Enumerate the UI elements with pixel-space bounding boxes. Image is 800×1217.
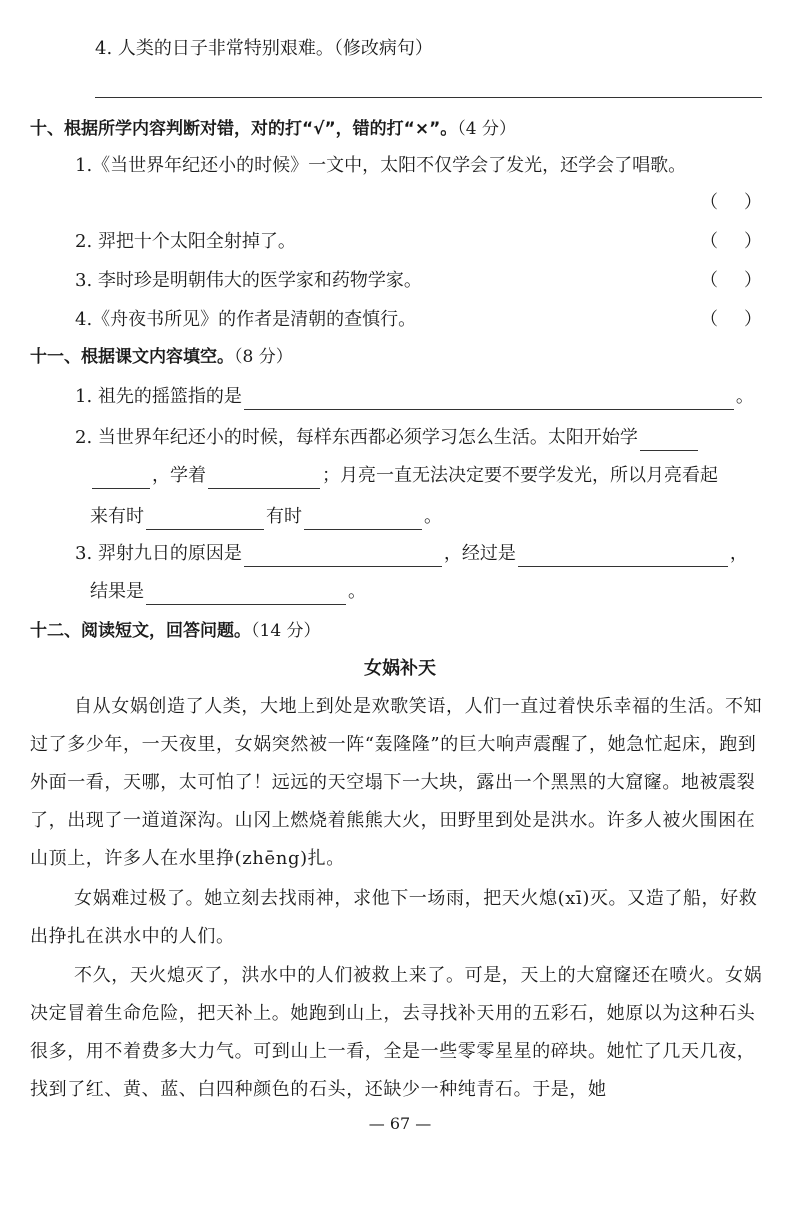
judge-item-2: 2. 羿把十个太阳全射掉了。 bbox=[75, 231, 296, 252]
judge-item-4: 4.《舟夜书所见》的作者是清朝的查慎行。 bbox=[75, 309, 417, 330]
fill-q1-text: 1. 祖先的摇篮指的是 bbox=[75, 386, 242, 407]
fill-q3-text-b: ，经过是 bbox=[443, 543, 516, 564]
paren-close: ） bbox=[744, 270, 762, 291]
judge-answer-4[interactable] bbox=[700, 307, 762, 333]
fill-q2-line2 bbox=[90, 463, 718, 489]
fill-q3-line2 bbox=[90, 579, 366, 605]
fill-blank[interactable] bbox=[640, 430, 698, 451]
fill-blank[interactable] bbox=[518, 546, 728, 567]
paren-close: ） bbox=[744, 231, 762, 252]
story-paragraph-2: 女娲难过极了。她立刻去找雨神，求他下一场雨，把天火熄(xī)灭。又造了船，好救出挣扎在洪水中的人们。 bbox=[30, 888, 758, 947]
section-12-title: 十二、阅读短文，回答问题。 bbox=[30, 621, 251, 641]
paren-close: ） bbox=[744, 309, 762, 330]
fill-blank[interactable] bbox=[92, 468, 150, 489]
fill-q1 bbox=[75, 384, 754, 410]
judge-answer-2[interactable] bbox=[700, 229, 762, 255]
story-paragraph-3: 不久，天火熄灭了，洪水中的人们被救上来了。可是，天上的大窟窿还在喷火。女娲决定冒着生命危险，把天补上。她跑到山上，去寻找补天用的五彩石，她原以为这种石头很多，用不着费多大力气。可到山上一看，全是一些零零星星的碎块。她忙了几天几夜，找到了红、黄、蓝、白四种颜色的石头，还缺少一种纯青石。于是，她 bbox=[30, 965, 763, 1100]
section-12-points: （14 分） bbox=[251, 621, 321, 641]
fill-q2-text-b: ，学着 bbox=[152, 465, 206, 486]
section-11-points: （8 分） bbox=[234, 347, 293, 367]
judge-answer-3[interactable] bbox=[700, 268, 762, 294]
section-12-heading bbox=[30, 618, 321, 644]
fill-blank[interactable] bbox=[208, 468, 320, 489]
fill-q3-text: 3. 羿射九日的原因是 bbox=[75, 543, 242, 564]
judge-item-1: 1.《当世界年纪还小的时候》一文中，太阳不仅学会了发光，还学会了唱歌。 bbox=[75, 155, 687, 176]
paren-open: （ bbox=[700, 192, 718, 213]
fill-q3-end: 。 bbox=[348, 581, 366, 602]
judge-item-3: 3. 李时珍是明朝伟大的医学家和药物学家。 bbox=[75, 270, 422, 291]
fill-q3-comma: ， bbox=[729, 543, 748, 564]
section-11-title: 十一、根据课文内容填空。 bbox=[30, 347, 234, 367]
fill-q2-line3 bbox=[90, 504, 442, 530]
fill-blank[interactable] bbox=[244, 389, 734, 410]
judge-answer-1[interactable] bbox=[700, 190, 762, 216]
fill-blank[interactable] bbox=[244, 546, 442, 567]
section-10-points: （4 分） bbox=[457, 119, 517, 139]
fill-q2-text-c: ；月亮一直无法决定要不要学发光，所以月亮看起 bbox=[322, 465, 718, 486]
fill-q3-line1 bbox=[75, 541, 748, 567]
answer-line[interactable] bbox=[95, 97, 762, 98]
fill-blank[interactable] bbox=[146, 509, 264, 530]
section-11-heading bbox=[30, 344, 293, 370]
fill-q2-text-e: 有时 bbox=[266, 506, 302, 527]
page-number: — 67 — bbox=[368, 1114, 432, 1133]
fill-blank[interactable] bbox=[146, 584, 346, 605]
paren-open: （ bbox=[700, 309, 718, 330]
fill-q2-line1 bbox=[75, 425, 700, 451]
paren-open: （ bbox=[700, 231, 718, 252]
story-title: 女娲补天 bbox=[364, 658, 436, 679]
rewrite-sentence-q4: 4. 人类的日子非常特别艰难。（修改病句） bbox=[95, 38, 433, 59]
fill-q1-end: 。 bbox=[735, 386, 754, 407]
fill-q2-end: 。 bbox=[424, 506, 442, 527]
section-10-heading bbox=[30, 116, 516, 142]
section-10-title: 十、根据所学内容判断对错，对的打“√”，错的打“×”。 bbox=[30, 119, 458, 139]
fill-q2-text: 2. 当世界年纪还小的时候，每样东西都必须学习怎么生活。太阳开始学 bbox=[75, 427, 638, 448]
fill-q3-text-d: 结果是 bbox=[90, 581, 144, 602]
paren-close: ） bbox=[744, 192, 762, 213]
paren-open: （ bbox=[700, 270, 718, 291]
story-paragraph-1: 自从女娲创造了人类，大地上到处是欢歌笑语，人们一直过着快乐幸福的生活。不知过了多少年，一天夜里，女娲突然被一阵“轰隆隆”的巨大响声震醒了，她急忙起床，跑到外面一看，天哪，太可怕了！远远的天空塌下一大块，露出一个黑黑的大窟窿。地被震裂了，出现了一道道深沟。山冈上燃烧着熊熊大火，田野里到处是洪水。许多人被火围困在山顶上，许多人在水里挣(zhēng)扎。 bbox=[30, 696, 763, 869]
fill-blank[interactable] bbox=[304, 509, 422, 530]
fill-q2-text-d: 来有时 bbox=[90, 506, 144, 527]
